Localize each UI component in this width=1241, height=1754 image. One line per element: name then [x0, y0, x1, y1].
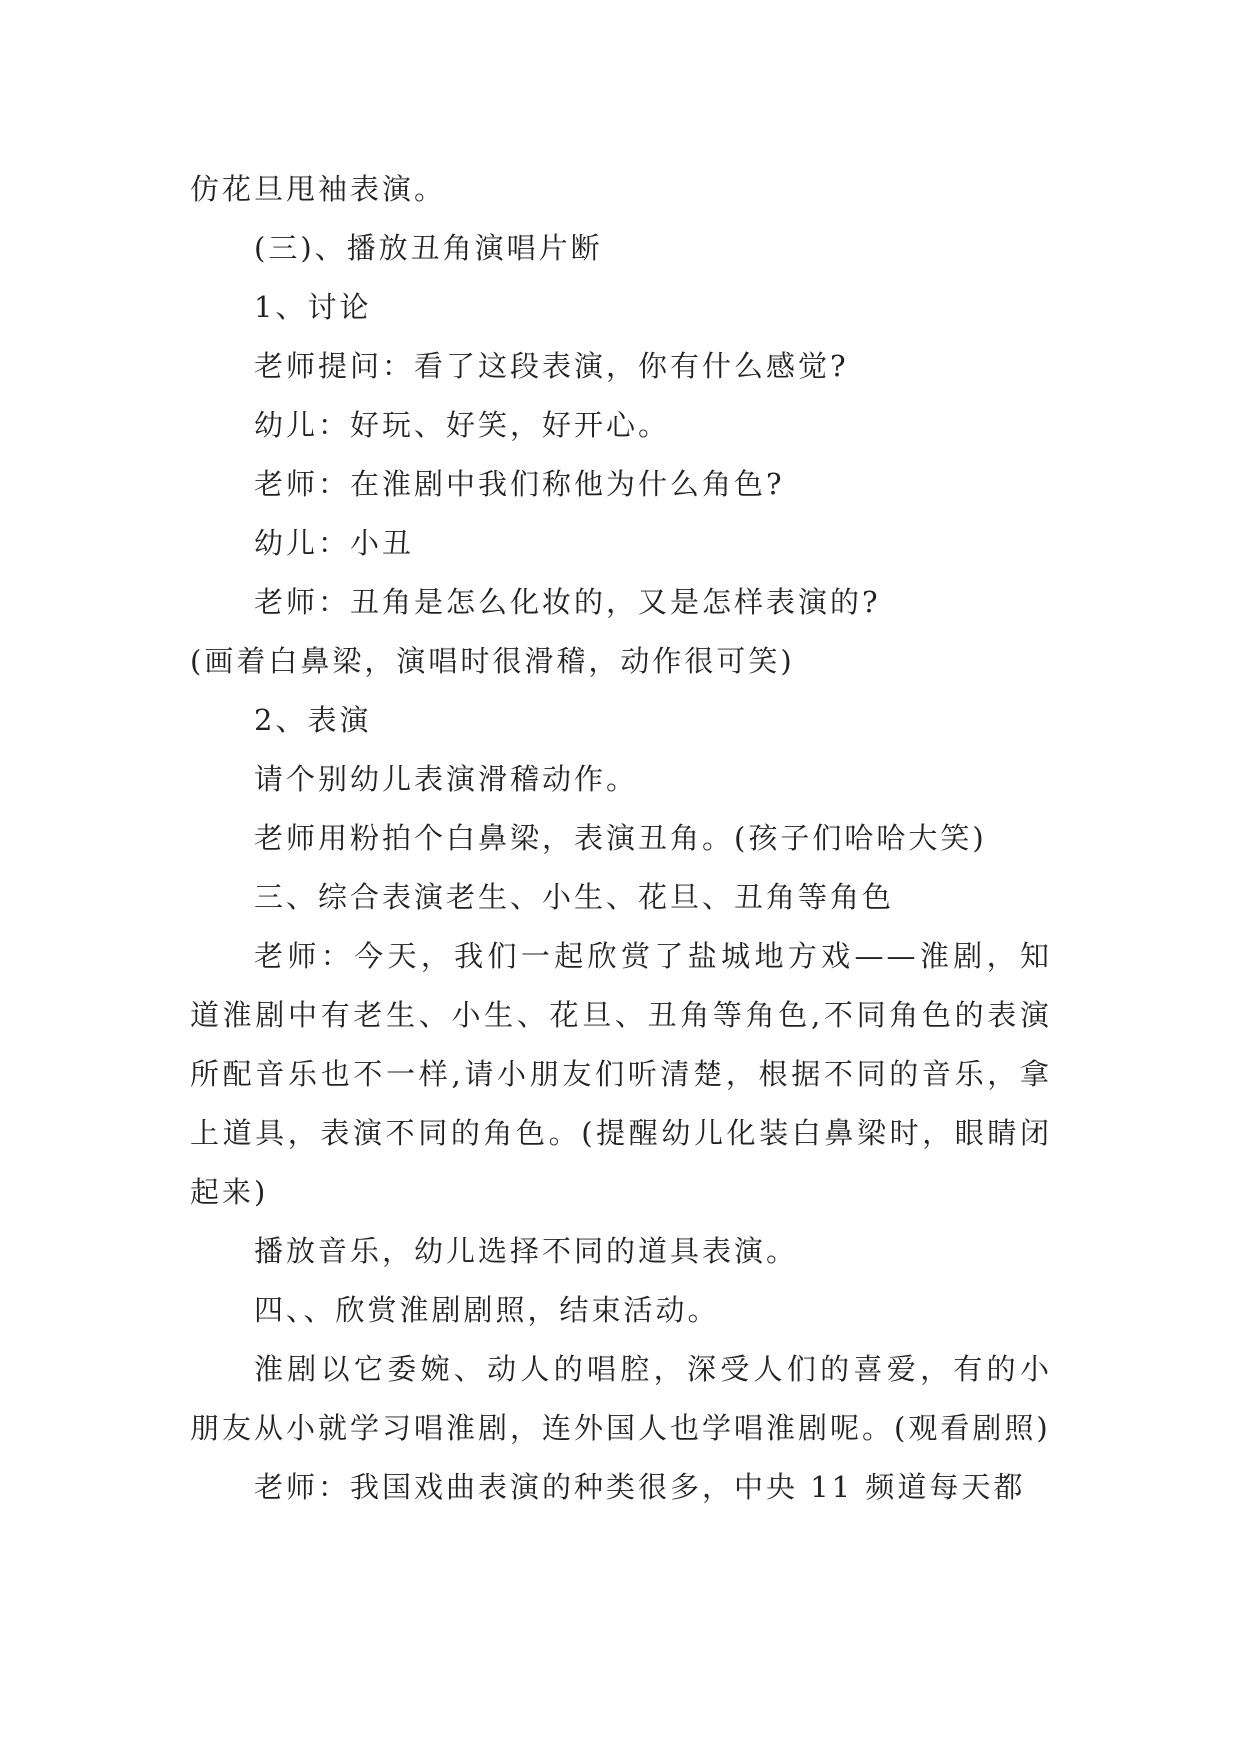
parenthetical-note: (画着白鼻梁，演唱时很滑稽，动作很可笑)	[190, 644, 795, 678]
dialogue-line: 老师提问：看了这段表演，你有什么感觉?	[254, 349, 849, 383]
paragraph: 老师：我国戏曲表演的种类很多，中央 11 频道每天都	[254, 1470, 1026, 1504]
paragraph: 播放音乐，幼儿选择不同的道具表演。	[254, 1234, 799, 1268]
section-heading-three: 三、综合表演老生、小生、花旦、丑角等角色	[254, 880, 895, 914]
subheading-discussion: 1、讨论	[254, 290, 372, 324]
section-heading-four: 四、、欣赏淮剧剧照，结束活动。	[254, 1293, 720, 1327]
paragraph: 淮剧以它委婉、动人的唱腔，深受人们的喜爱，有的小朋友从小就学习唱淮剧，连外国人也学唱淮剧呢。(观看剧照)	[190, 1352, 1052, 1445]
dialogue-line: 幼儿：小丑	[254, 526, 415, 560]
subheading-performance: 2、表演	[254, 703, 372, 737]
paragraph: 请个别幼儿表演滑稽动作。	[254, 762, 639, 796]
paragraph: 老师用粉拍个白鼻梁，表演丑角。(孩子们哈哈大笑)	[254, 821, 987, 855]
dialogue-line: 幼儿：好玩、好笑，好开心。	[254, 408, 671, 442]
dialogue-line: 老师：丑角是怎么化妆的，又是怎样表演的?	[254, 585, 881, 619]
section-heading-3: (三)、播放丑角演唱片断	[254, 231, 603, 265]
document-body	[190, 160, 1052, 1517]
paragraph-1: 仿花旦甩袖表演。	[190, 172, 447, 206]
dialogue-line: 老师：在淮剧中我们称他为什么角色?	[254, 467, 785, 501]
paragraph: 老师：今天，我们一起欣赏了盐城地方戏——淮剧，知道淮剧中有老生、小生、花旦、丑角等角色,不同角色的表演所配音乐也不一样,请小朋友们听清楚，根据不同的音乐，拿上道具，表演不同的角色。(提醒幼儿化装白鼻梁时，眼睛闭起来)	[190, 939, 1052, 1209]
